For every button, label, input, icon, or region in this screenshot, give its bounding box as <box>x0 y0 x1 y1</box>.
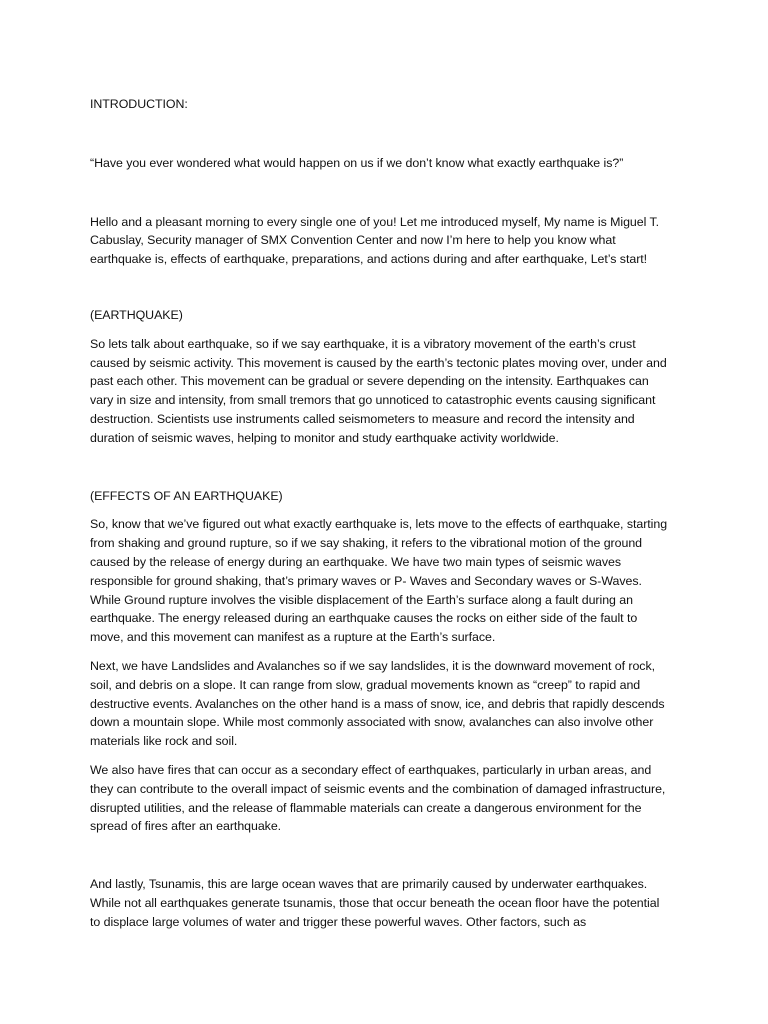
section-title-earthquake: (EARTHQUAKE) <box>90 307 183 322</box>
document-body <box>90 95 672 942</box>
effects-paragraph-fires: We also have fires that can occur as a secondary effect of earthquakes, particularly in urban areas, and they can contribute to the overall impact of seismic events and the combination of damaged infrastructure, disrupted utilities, and the release of flammable materials can create a dangerous environment for the spread of fires after an earthquake. <box>90 762 666 834</box>
effects-paragraph-shaking: So, know that we’ve figured out what exactly earthquake is, lets move to the effects of earthquake, starting from shaking and ground rupture, so if we say shaking, it refers to the vibrational motion of the ground caused by the release of energy during an earthquake. We have two main types of seismic waves responsible for ground shaking, that’s primary waves or P- Waves and Secondary waves or S-Waves. While Ground rupture involves the visible displacement of the Earth’s surface along a fault during an earthquake. The energy released during an earthquake causes the rocks on either side of the fault to move, and this movement can manifest as a rupture at the Earth’s surface. <box>90 517 668 645</box>
section-title-effects: (EFFECTS OF AN EARTHQUAKE) <box>90 488 283 503</box>
effects-paragraph-landslides: Next, we have Landslides and Avalanches so if we say landslides, it is the downward movement of rock, soil, and debris on a slope. It can range from slow, gradual movements known as “creep” to rapid and destructive events. Avalanches on the other hand is a mass of snow, ice, and debris that rapidly descends down a mountain slope. While most commonly associated with snow, avalanches can also involve other materials like rock and soil. <box>90 658 665 749</box>
effects-paragraph-tsunamis: And lastly, Tsunamis, this are large ocean waves that are primarily caused by underwater earthquakes. While not all earthquakes generate tsunamis, those that occur beneath the ocean floor have the potential to displace large volumes of water and trigger these powerful waves. Other factors, such as <box>90 877 660 929</box>
earthquake-paragraph: So lets talk about earthquake, so if we say earthquake, it is a vibratory movement of the earth’s crust caused by seismic activity. This movement is caused by the earth’s tectonic plates moving over, under and past each other. This movement can be gradual or severe depending on the intensity. Earthquakes can vary in size and intensity, from small tremors that go unnoticed to catastrophic events causing significant destruction. Scientists use instruments called seismometers to measure and record the intensity and duration of seismic waves, helping to monitor and study earthquake activity worldwide. <box>90 336 667 445</box>
opening-quote: “Have you ever wondered what would happen on us if we don’t know what exactly earthquake is?” <box>90 155 624 170</box>
document-heading: INTRODUCTION: <box>90 97 188 111</box>
intro-paragraph: Hello and a pleasant morning to every single one of you! Let me introduced myself, My name is Miguel T. Cabuslay, Security manager of SMX Convention Center and now I’m here to help you know what earthquake is, effects of earthquake, preparations, and actions during and after earthquake, Let’s start! <box>90 214 660 267</box>
